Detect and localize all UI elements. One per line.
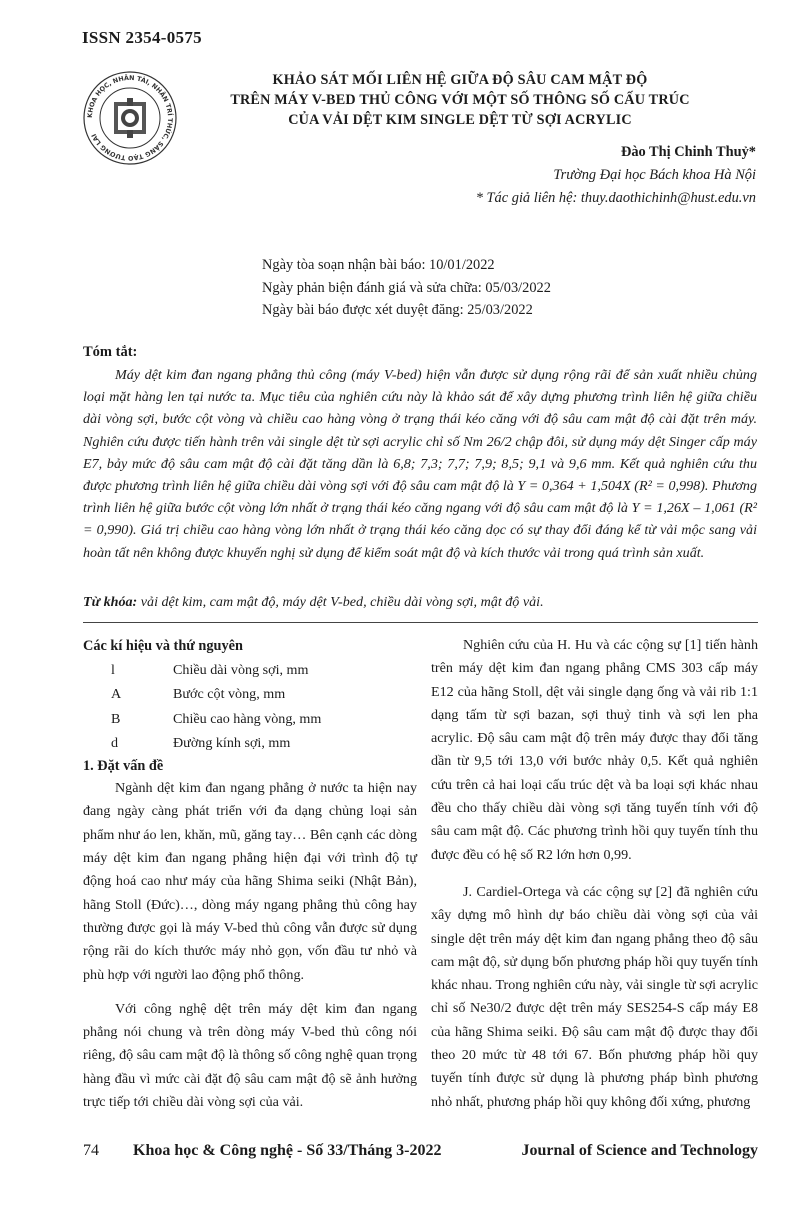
symbol-row	[83, 731, 417, 755]
right-column	[431, 634, 758, 1128]
abstract-text: Máy dệt kim đan ngang phẳng thủ công (máy V-bed) hiện vẫn được sử dụng rộng rãi để sản xuất nhiều chủng loại mặt hàng len tại nước ta. Mục tiêu của nghiên cứu này là khảo sát để xây dựng phương trình liên hệ giữa chiều dài vòng sợi, bước cột vòng và chiều cao hàng vòng ở trạng thái kéo căng với độ sâu cam mật độ cài đặt trên máy. Nghiên cứu được tiến hành trên vải single dệt từ sợi acrylic chỉ số Nm 26/2 chập đôi, sử dụng máy dệt Singer cấp máy E7, bảy mức độ sâu cam mật độ cài đặt tăng dần là 6,8; 7,3; 7,7; 7,9; 8,5; 9,1 và 9,6 mm. Kết quả nghiên cứu thu được phương trình liên hệ giữa chiều dài vòng sợi với độ sâu cam mật độ là Y = 0,364 + 1,504X (R² = 0,998). Phương trình liên hệ giữa bước cột vòng lớn nhất ở trạng thái kéo căng ngang với độ sâu cam mật độ là Y = 1,26X – 1,061 (R² = 0,990). Giá trị chiều cao hàng vòng lớn nhất ở trạng thái kéo căng dọc có sự thay đổi đáng kể từ vải mộc sang vải hoàn tất nên không được khuyến nghị sử dụng để kiểm soát mật độ và kích thước vải trong quá trình sản xuất.	[83, 367, 757, 561]
paragraph: J. Cardiel-Ortega và các cộng sự [2] đã nghiên cứu xây dựng mô hình dự báo chiều dài vòng sợi của vải single dệt trên máy dệt kim đan ngang phẳng theo độ sâu cam mật độ, sử dụng bốn phương pháp hồi quy tuyến tính khác nhau. Trong nghiên cứu này, vải single từ sợi acrylic chỉ số Ne30/2 được dệt trên máy SES254-S cấp máy E8 của hãng Shima seiki. Độ sâu cam mật độ được thay đổi theo 20 mức từ 48 tới 67. Bốn phương pháp hồi quy tuyến tính được sử dụng là phương pháp bình phương nhỏ nhất, phương pháp hồi quy không đối xứng, phương	[431, 883, 758, 1110]
abstract-heading: Tóm tắt:	[83, 344, 138, 360]
paper-title	[180, 70, 740, 130]
section-divider	[83, 622, 758, 623]
title-line-3: CỦA VẢI DỆT KIM SINGLE DỆT TỪ SỢI ACRYLIC	[288, 112, 632, 128]
author-affiliation: Trường Đại học Bách khoa Hà Nội	[553, 167, 756, 183]
symbol-code: A	[111, 686, 122, 703]
author-name: Đào Thị Chinh Thuỷ*	[620, 144, 756, 160]
symbol-code: d	[111, 734, 119, 751]
journal-name-en: Journal of Science and Technology	[521, 1142, 758, 1159]
journal-logo-emblem	[80, 68, 180, 168]
symbols-heading: Các kí hiệu và thứ nguyên	[83, 638, 243, 654]
symbol-description: Chiều cao hàng vòng, mm	[173, 710, 322, 727]
symbol-row	[83, 658, 417, 682]
symbol-description: Chiều dài vòng sợi, mm	[173, 662, 309, 678]
left-column	[83, 634, 417, 1125]
author-contact: * Tác giả liên hệ: thuy.daothichinh@hust.edu.vn	[475, 190, 756, 206]
keywords	[83, 591, 757, 613]
page-number: 74	[83, 1142, 99, 1159]
journal-name-vn: Khoa học & Công nghệ - Số 33/Tháng 3-2022	[133, 1142, 442, 1159]
date-reviewed: Ngày phản biện đánh giá và sửa chữa: 05/03/2022	[262, 279, 551, 296]
symbol-code: B	[111, 710, 121, 727]
issn-label: ISSN 2354-0575	[82, 28, 202, 47]
symbol-description: Đường kính sợi, mm	[173, 734, 291, 751]
symbol-row	[83, 707, 417, 731]
symbol-code: l	[111, 662, 115, 678]
paragraph: Nghiên cứu của H. Hu và các cộng sự [1] tiến hành trên máy dệt kim đan ngang phẳng CMS 303 cấp máy E12 của hãng Stoll, dệt vải single dạng ống và vải rib 1:1 dạng tấm từ sợi bazan, sợi thuỷ tinh và sợi len pha acrylic. Độ sâu cam mật độ trên máy được thay đổi tăng dần từ 9,5 tới 13,0 với bước nhảy 0,5. Kết quả nghiên cứu trên cả hai loại cấu trúc dệt và ba loại sợi khác nhau đều cho thấy chiều dài vòng sợi tăng tuyến tính với độ sâu cam mật độ. Các phương trình hồi quy tuyến tính thu được đều có hệ số R2 lớn hơn 0,99.	[431, 637, 758, 863]
submission-dates	[262, 254, 722, 322]
title-line-2: TRÊN MÁY V-BED THỦ CÔNG VỚI MỘT SỐ THÔNG SỐ CẤU TRÚC	[230, 92, 690, 108]
paragraph: Ngành dệt kim đan ngang phẳng ở nước ta hiện nay đang ngày càng phát triển với đa dạng chủng loại sản phẩm như áo len, khăn, mũ, găng tay… Bên cạnh các dòng máy dệt kim đan ngang phẳng hiện đại với trình độ tự động hoá cao như máy của hãng Shima seiki (Nhật Bản), hãng Stoll (Đức)…, dòng máy ngang phẳng thủ công hay thường được gọi là máy V-bed thủ công vẫn được sử dụng rộng rãi do kích thước máy nhỏ gọn, vốn đầu tư nhỏ và phù hợp với người lao động phổ thông.	[83, 780, 417, 983]
date-accepted: Ngày bài báo được xét duyệt đăng: 25/03/2022	[262, 302, 533, 318]
keywords-label: Từ khóa:	[83, 594, 138, 610]
symbol-row	[83, 682, 417, 706]
title-line-1: KHẢO SÁT MỐI LIÊN HỆ GIỮA ĐỘ SÂU CAM MẬT ĐỘ	[272, 72, 648, 88]
keywords-text: vải dệt kim, cam mật độ, máy dệt V-bed, chiều dài vòng sợi, mật độ vải.	[137, 594, 544, 610]
symbol-description: Bước cột vòng, mm	[173, 686, 286, 703]
date-received: Ngày tòa soạn nhận bài báo: 10/01/2022	[262, 257, 495, 273]
paragraph: Với công nghệ dệt trên máy dệt kim đan ngang phẳng nói chung và trên dòng máy V-bed thủ công nói riêng, độ sâu cam mật độ là thông số công nghệ quan trọng hàng đầu vì mức cài đặt độ sâu cam mật độ sẽ ảnh hưởng trực tiếp tới chiều dài vòng sợi của vải.	[83, 1000, 417, 1111]
logo-ring-text: KHOA HỌC, NHÂN TÀI, NHÂN TRÍ THỨC, SÁNG TẠO TƯƠNG LAI	[85, 73, 175, 163]
section-1-heading: 1. Đặt vấn đề	[83, 758, 164, 775]
author-block	[336, 141, 756, 210]
